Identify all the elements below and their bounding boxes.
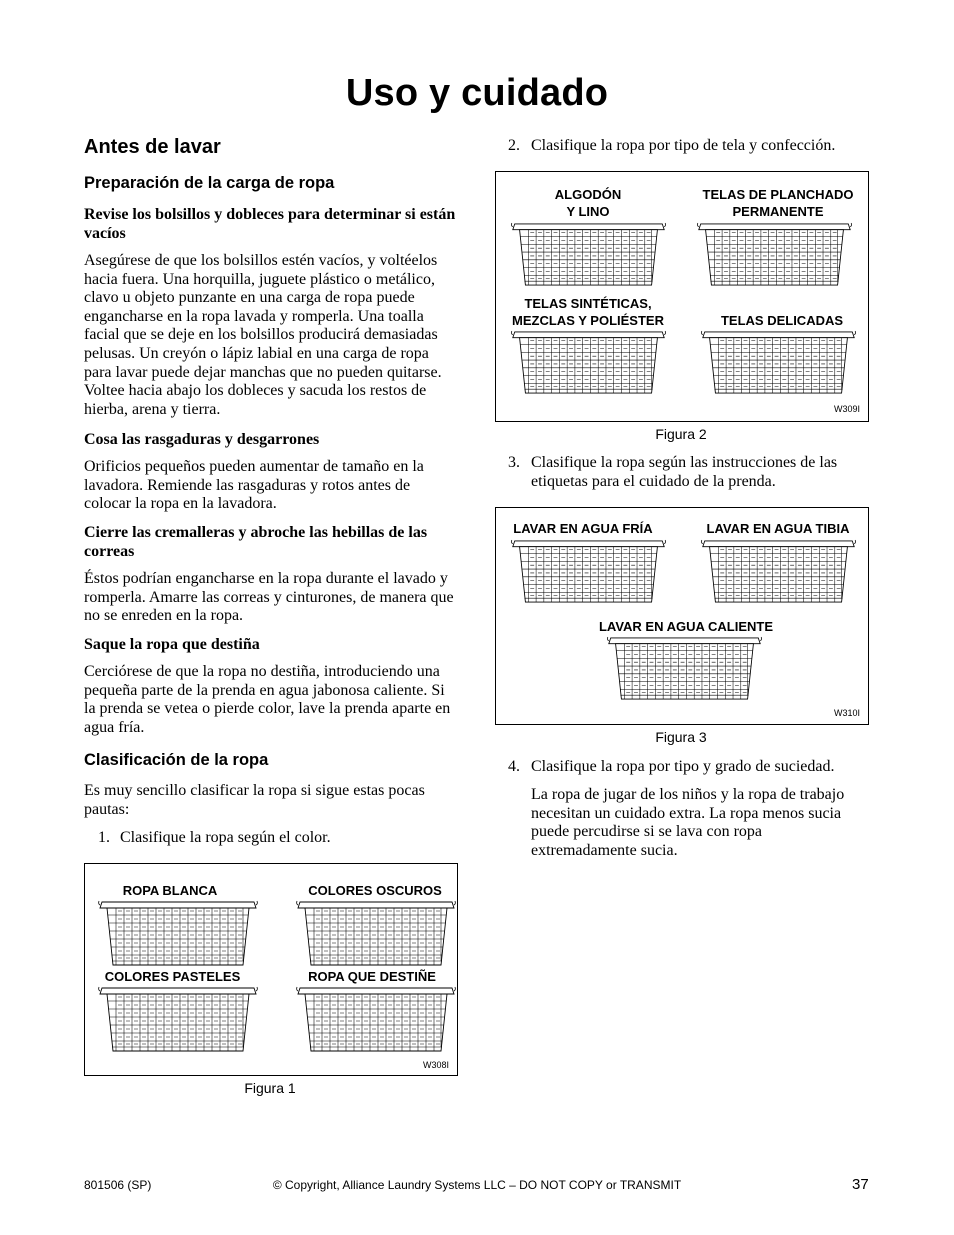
basket-label: TELAS DELICADAS (720, 313, 844, 328)
basket-label-line: TELAS SINTÉTICAS, (524, 296, 652, 311)
heading-preparacion: Preparación de la carga de ropa (84, 174, 335, 192)
laundry-basket-icon (510, 221, 667, 287)
page-title: Uso y cuidado (345, 72, 609, 114)
basket-label (502, 295, 674, 329)
basket-label (518, 186, 658, 220)
paragraph-rasgaduras: Orificios pequeños pueden aumentar de tamaño en la lavadora. Remiende las rasgaduras y rotos antes de colocar la ropa en la lavadora. (84, 458, 424, 513)
figure-1-box (84, 863, 458, 1076)
subheading-cremalleras: Cierre las cremalleras y abroche las hebillas de las correas (84, 524, 428, 560)
figure-2-box (495, 171, 869, 422)
copyright-notice: © Copyright, Alliance Laundry Systems LLC – DO NOT COPY or TRANSMIT (272, 1178, 682, 1192)
list-number: 3. (508, 454, 520, 471)
list-text: Clasifique la ropa según el color. (120, 829, 331, 846)
basket-label (692, 186, 864, 220)
figure-2-caption: Figura 2 (655, 426, 707, 442)
laundry-basket-icon (700, 538, 857, 604)
subheading-rasgaduras: Cosa las rasgaduras y desgarrones (84, 431, 320, 448)
basket-label: LAVAR EN AGUA CALIENTE (598, 619, 774, 634)
basket-label-line: MEZCLAS Y POLIÉSTER (512, 313, 664, 328)
basket-label-line: ALGODÓN (554, 187, 622, 202)
laundry-basket-icon (696, 221, 853, 287)
figure-1-caption: Figura 1 (244, 1080, 296, 1096)
laundry-basket-icon (295, 985, 457, 1053)
paragraph-cremalleras: Éstos podrían engancharse en la ropa durante el lavado y romperla. Amarre las correas y cinturones, de manera que no se enreden en la ropa. (84, 570, 454, 625)
basket-label-line: Y LINO (566, 204, 610, 219)
basket-label-line: PERMANENTE (732, 204, 824, 219)
basket-label: ROPA QUE DESTIÑE (308, 969, 436, 984)
paragraph-suciedad: La ropa de jugar de los niños y la ropa de trabajo necesitan un cuidado extra. La ropa menos sucia puede percudirse si se lava con ropa extremadamente sucia. (531, 786, 845, 859)
basket-label: ROPA BLANCA (122, 883, 218, 898)
laundry-basket-icon (606, 635, 763, 701)
list-number: 4. (508, 758, 520, 775)
list-text: Clasifique la ropa por tipo y grado de suciedad. (531, 758, 835, 775)
list-number: 2. (508, 137, 520, 154)
laundry-basket-icon (295, 899, 457, 967)
laundry-basket-icon (510, 329, 667, 395)
laundry-basket-icon (510, 538, 667, 604)
laundry-basket-icon (700, 329, 857, 395)
figure-code: W309I (833, 404, 860, 414)
paragraph-destina: Cerciórese de que la ropa no destiña, introduciendo una pequeña parte de la prenda en agua jabonosa caliente. Si la prenda se vetea o pierde color, lave la prenda aparte en agua fría. (84, 663, 451, 736)
paragraph-pautas: Es muy sencillo clasificar la ropa si sigue estas pocas pautas: (84, 782, 425, 818)
list-text: Clasifique la ropa según las instrucciones de las etiquetas para el cuidado de la prenda. (531, 454, 838, 490)
basket-label: COLORES OSCUROS (308, 883, 442, 898)
figure-code: W308I (422, 1060, 449, 1070)
paragraph-bolsillos: Asegúrese de que los bolsillos estén vacíos, y voltéelos hacia fuera. Una horquilla, juguete plástico o metálico, clavo u objeto punzante en una carga de ropa puede engancharse en la ropa lavada y romperla. Una toalla facial que se deje en los bolsillos producirá demasiadas pelusas. Un creyón o lápiz labial en una carga de ropa para lavar puede dejar manchas que no pueden quitarse. Voltee hacia abajo los dobleces y sacuda los restos de hierba, arena y tierra. (84, 252, 442, 418)
page-number: 37 (852, 1176, 869, 1193)
basket-label-line: TELAS DE PLANCHADO (702, 187, 854, 202)
figure-3-box (495, 507, 869, 725)
basket-label: LAVAR EN AGUA TIBIA (706, 521, 850, 536)
basket-label: LAVAR EN AGUA FRÍA (513, 521, 653, 536)
heading-antes-de-lavar: Antes de lavar (84, 136, 221, 158)
heading-clasificacion: Clasificación de la ropa (84, 751, 269, 769)
figure-code: W310I (833, 708, 860, 718)
subheading-bolsillos: Revise los bolsillos y dobleces para determinar si están vacíos (84, 206, 456, 242)
basket-label: COLORES PASTELES (104, 969, 241, 984)
doc-number: 801506 (SP) (84, 1178, 152, 1192)
list-number: 1. (98, 829, 110, 846)
laundry-basket-icon (97, 985, 259, 1053)
subheading-destina: Saque la ropa que destiña (84, 636, 260, 653)
list-text: Clasifique la ropa por tipo de tela y confección. (531, 137, 836, 154)
laundry-basket-icon (97, 899, 259, 967)
figure-3-caption: Figura 3 (655, 729, 707, 745)
